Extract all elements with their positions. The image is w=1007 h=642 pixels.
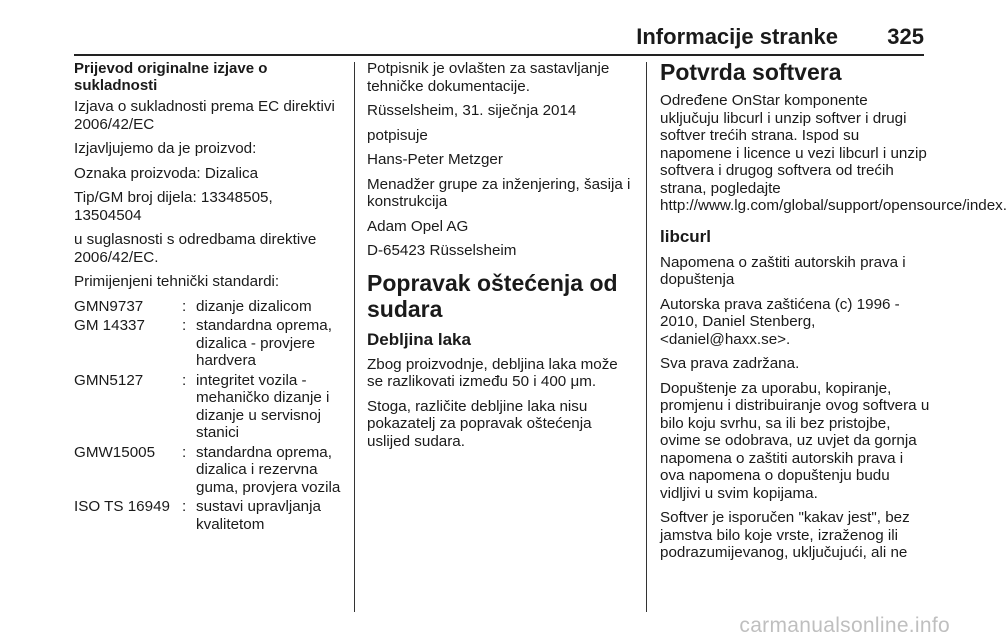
paragraph: Adam Opel AG [367,217,469,235]
paragraph: Stoga, različite debljine laka nisu pokazatelj za popravak oštećenja uslijed sudara. [367,397,592,450]
standards-table [74,298,344,534]
paragraph: Određene OnStar komponente uključuju libcurl i unzip softver i drugi softver trećih strana. Ispod su napomene i licence u vezi libcurl i unzip softvera i drugog softvera od trećih strana, pogledajte http://www.lg.com/global/support/opensource/index. [660,92,1007,214]
section-title-collision-repair: Popravak oštećenja od sudara [367,269,618,322]
paragraph: Tip/GM broj dijela: 13348505, 13504504 [74,189,273,224]
paragraph: Sva prava zadržana. [660,355,800,372]
paragraph: Napomena o zaštiti autorskih prava i dopuštenja [660,253,906,288]
column-left [74,60,344,535]
standards-row [74,372,344,442]
standard-description: standardna oprema, dizalica - provjere hardvera [196,317,332,369]
subsection-title-libcurl: libcurl [660,226,712,246]
paragraph: D-65423 Rüsselsheim [367,242,517,259]
standard-separator: : [182,498,187,515]
standard-description: dizanje dizalicom [196,297,312,315]
subsection-title-paint-thickness: Debljina laka [367,329,471,349]
paragraph: Softver je isporučen "kakav jest", bez jamstva bilo koje vrste, izraženog ili podrazumijevanog, uključujući, ali ne [660,509,910,561]
standard-separator: : [182,371,187,389]
column-divider-2 [646,62,647,612]
column-divider-1 [354,62,355,612]
page-title: Informacije stranke [636,24,838,49]
standard-code: GM 14337 [74,317,145,334]
paragraph: Zbog proizvodnje, debljina laka može se razlikovati između 50 i 400 μm. [367,355,618,390]
paragraph: Izjavljujemo da je proizvod: [74,140,257,157]
column-middle [367,60,632,457]
section-title-software: Potvrda softvera [660,59,842,85]
standard-code: GMW15005 [74,443,156,461]
paragraph: Potpisnik je ovlašten za sastavljanje tehničke dokumentacije. [367,60,610,95]
standard-separator: : [182,297,187,315]
standards-row [74,444,344,497]
standard-code: GMN5127 [74,371,144,389]
standard-separator: : [182,443,187,461]
column-right [660,59,1007,569]
standard-description: sustavi upravljanja kvalitetom [196,498,321,533]
paragraph: Izjava o sukladnosti prema EC direktivi 2006/42/EC [74,98,335,133]
standard-code: ISO TS 16949 [74,498,170,515]
watermark: carmanualsonline.info [739,614,950,637]
page-header [74,20,924,56]
paragraph: Menadžer grupe za inženjering, šasija i konstrukcija [367,175,631,210]
standard-description: integritet vozila - mehaničko dizanje i dizanje u servisnoj stanici [196,371,330,441]
standard-description: standardna oprema, dizalica i rezervna guma, provjera vozila [196,443,341,496]
page-number: 325 [887,24,924,49]
paragraph: Rüsselsheim, 31. siječnja 2014 [367,102,577,119]
standards-row [74,317,344,370]
paragraph: Dopuštenje za uporabu, kopiranje, promjenu i distribuiranje ovog softvera u bilo koju svrhu, sa ili bez pristojbe, ovime se odobrava, uz uvjet da gornja napomena o zaštiti autorskih prava i ova napomena o dopuštenju budu vidljivi u svim kopijama. [660,379,930,502]
declaration-heading: Prijevod originalne izjave o sukladnosti [74,60,268,94]
paragraph: Hans-Peter Metzger [367,151,503,168]
paragraph: Primijenjeni tehnički standardi: [74,273,280,290]
paragraph: potpisuje [367,126,428,144]
standard-separator: : [182,317,187,334]
paragraph: Autorska prava zaštićena (c) 1996 - 2010, Daniel Stenberg, <daniel@haxx.se>. [660,295,900,348]
standard-code: GMN9737 [74,297,144,315]
paragraph: Oznaka proizvoda: Dizalica [74,164,259,182]
standards-row [74,498,344,533]
standards-row [74,298,344,316]
paragraph: u suglasnosti s odredbama direktive 2006/42/EC. [74,231,317,266]
